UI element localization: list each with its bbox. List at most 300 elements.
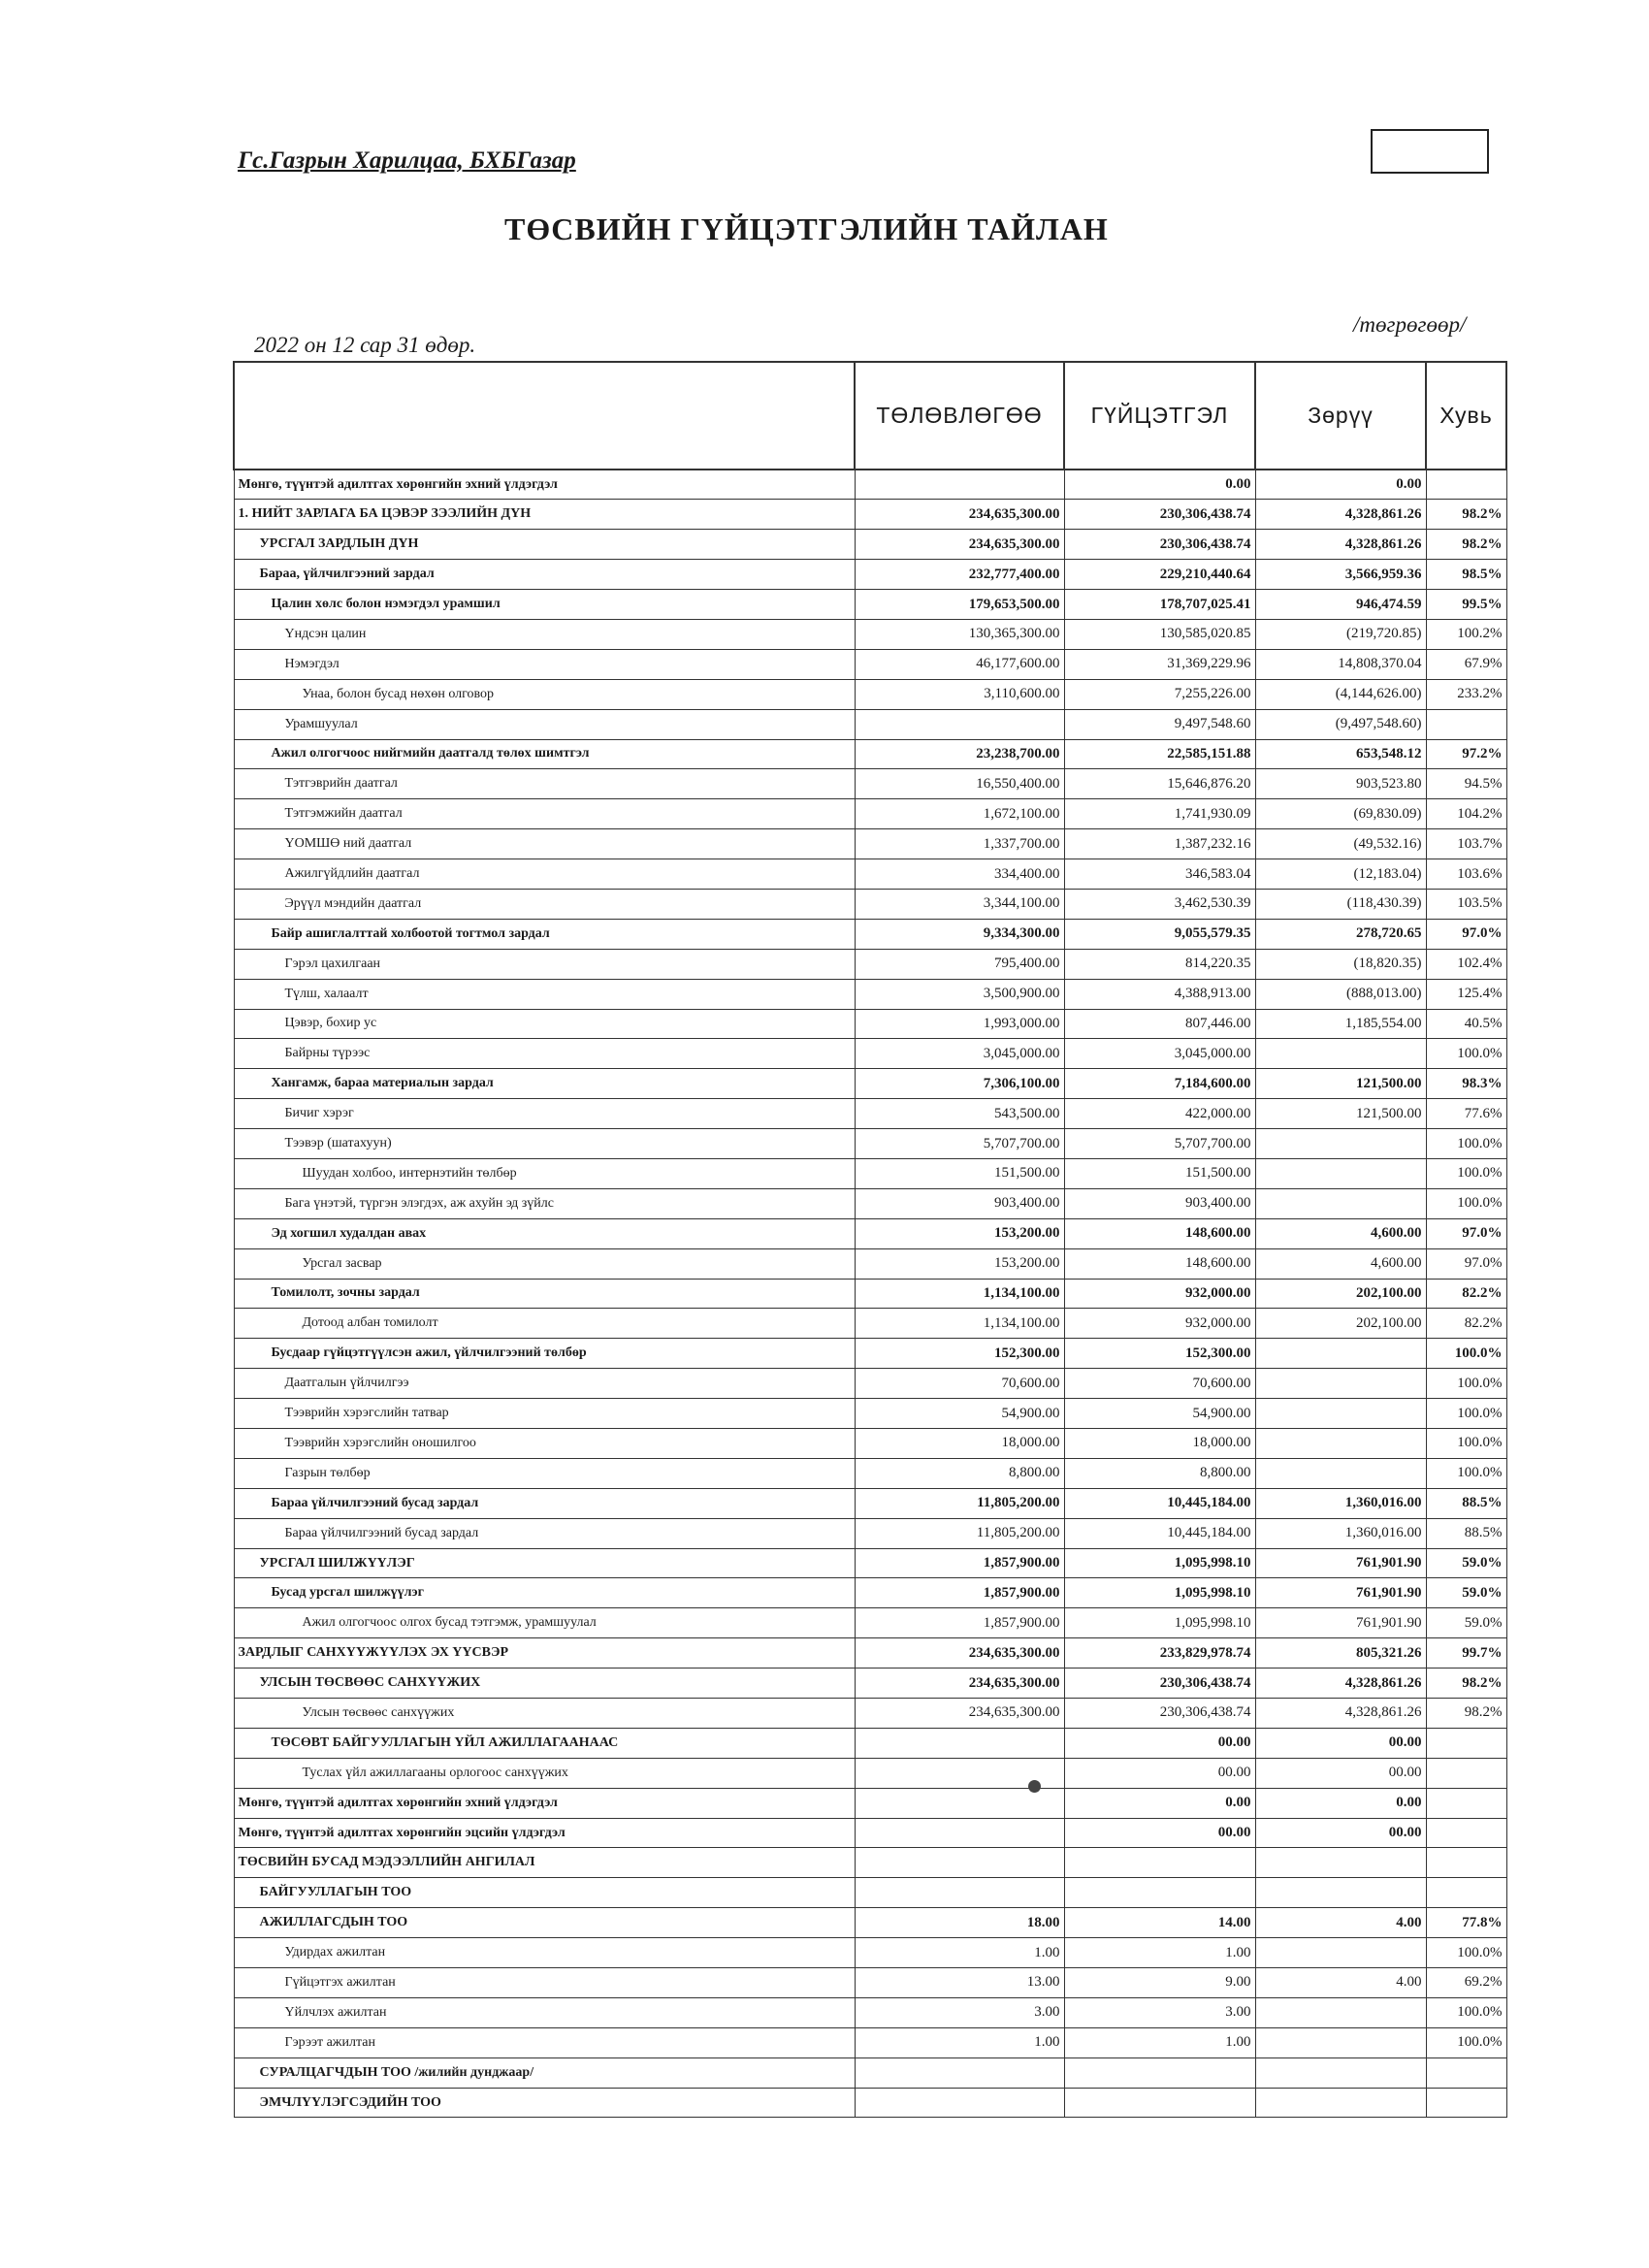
plan-value bbox=[855, 2088, 1064, 2118]
row-label: УРСГАЛ ЗАРДЛЫН ДҮН bbox=[234, 530, 855, 560]
row-label: Тэтгэмжийн даатгал bbox=[234, 799, 855, 829]
row-label: Мөнгө, түүнтэй адилтгах хөрөнгийн эхний үлдэгдэл bbox=[234, 470, 855, 500]
row-label: Гэрэл цахилгаан bbox=[234, 949, 855, 979]
plan-value: 3,344,100.00 bbox=[855, 889, 1064, 919]
plan-value: 334,400.00 bbox=[855, 859, 1064, 890]
row-label: Бараа, үйлчилгээний зардал bbox=[234, 560, 855, 590]
percent-value: 59.0% bbox=[1426, 1548, 1506, 1578]
percent-value: 97.0% bbox=[1426, 919, 1506, 949]
table-row bbox=[234, 769, 1506, 799]
percent-value: 82.2% bbox=[1426, 1309, 1506, 1339]
plan-value bbox=[855, 2057, 1064, 2088]
difference-value bbox=[1255, 1369, 1426, 1399]
percent-value: 88.5% bbox=[1426, 1488, 1506, 1518]
row-label: Ажил олгогчоос нийгмийн даатгалд төлөх шимтгэл bbox=[234, 739, 855, 769]
actual-value: 00.00 bbox=[1064, 1728, 1255, 1758]
row-label: Газрын төлбөр bbox=[234, 1458, 855, 1488]
percent-value: 100.0% bbox=[1426, 2027, 1506, 2057]
plan-value: 7,306,100.00 bbox=[855, 1069, 1064, 1099]
plan-value: 1,134,100.00 bbox=[855, 1279, 1064, 1309]
actual-value: 10,445,184.00 bbox=[1064, 1488, 1255, 1518]
table-row bbox=[234, 829, 1506, 859]
percent-value: 100.0% bbox=[1426, 1458, 1506, 1488]
table-row bbox=[234, 1188, 1506, 1218]
percent-value: 99.5% bbox=[1426, 590, 1506, 620]
difference-value: 761,901.90 bbox=[1255, 1578, 1426, 1608]
actual-value: 18,000.00 bbox=[1064, 1429, 1255, 1459]
difference-value: 4,600.00 bbox=[1255, 1218, 1426, 1248]
actual-value: 3,045,000.00 bbox=[1064, 1039, 1255, 1069]
row-label: Эрүүл мэндийн даатгал bbox=[234, 889, 855, 919]
plan-value bbox=[855, 1848, 1064, 1878]
difference-value: 202,100.00 bbox=[1255, 1279, 1426, 1309]
row-label: Бараа үйлчилгээний бусад зардал bbox=[234, 1518, 855, 1548]
row-label: ТӨСӨВТ БАЙГУУЛЛАГЫН ҮЙЛ АЖИЛЛАГААНААС bbox=[234, 1728, 855, 1758]
actual-value: 15,646,876.20 bbox=[1064, 769, 1255, 799]
difference-value: (69,830.09) bbox=[1255, 799, 1426, 829]
row-label: ҮОМШӨ ний даатгал bbox=[234, 829, 855, 859]
difference-value: (12,183.04) bbox=[1255, 859, 1426, 890]
actual-value: 1,387,232.16 bbox=[1064, 829, 1255, 859]
difference-value bbox=[1255, 1938, 1426, 1968]
difference-value: 653,548.12 bbox=[1255, 739, 1426, 769]
percent-value: 59.0% bbox=[1426, 1608, 1506, 1638]
difference-value bbox=[1255, 1429, 1426, 1459]
row-label: Бичиг хэрэг bbox=[234, 1099, 855, 1129]
actual-value: 8,800.00 bbox=[1064, 1458, 1255, 1488]
difference-value: 761,901.90 bbox=[1255, 1548, 1426, 1578]
table-row bbox=[234, 1818, 1506, 1848]
row-label: УЛСЫН ТӨСВӨӨС САНХҮҮЖИХ bbox=[234, 1669, 855, 1699]
percent-value: 100.0% bbox=[1426, 1938, 1506, 1968]
row-label: Цалин хөлс болон нэмэгдэл урамшил bbox=[234, 590, 855, 620]
percent-value bbox=[1426, 1788, 1506, 1818]
plan-value: 234,635,300.00 bbox=[855, 1638, 1064, 1669]
table-row bbox=[234, 619, 1506, 649]
table-row bbox=[234, 1158, 1506, 1188]
table-row bbox=[234, 1279, 1506, 1309]
header-actual: ГҮЙЦЭТГЭЛ bbox=[1064, 362, 1255, 470]
actual-value: 932,000.00 bbox=[1064, 1309, 1255, 1339]
table-row bbox=[234, 1848, 1506, 1878]
actual-value: 54,900.00 bbox=[1064, 1399, 1255, 1429]
actual-value: 233,829,978.74 bbox=[1064, 1638, 1255, 1669]
row-label: Тээврийн хэрэгслийн оношилгоо bbox=[234, 1429, 855, 1459]
row-label: АЖИЛЛАГСДЫН ТОО bbox=[234, 1908, 855, 1938]
table-row bbox=[234, 649, 1506, 679]
table-row bbox=[234, 1248, 1506, 1279]
percent-value bbox=[1426, 1758, 1506, 1788]
percent-value: 97.2% bbox=[1426, 739, 1506, 769]
row-label: ЗАРДЛЫГ САНХҮҮЖҮҮЛЭХ ЭХ ҮҮСВЭР bbox=[234, 1638, 855, 1669]
difference-value bbox=[1255, 1339, 1426, 1369]
percent-value: 125.4% bbox=[1426, 979, 1506, 1009]
plan-value: 9,334,300.00 bbox=[855, 919, 1064, 949]
percent-value: 100.0% bbox=[1426, 1158, 1506, 1188]
report-title: ТӨСВИЙН ГҮЙЦЭТГЭЛИЙН ТАЙЛАН bbox=[504, 211, 1109, 246]
difference-value: 00.00 bbox=[1255, 1728, 1426, 1758]
table-row bbox=[234, 500, 1506, 530]
table-row bbox=[234, 679, 1506, 709]
row-label: Туслах үйл ажиллагааны орлогоос санхүүжих bbox=[234, 1758, 855, 1788]
difference-value bbox=[1255, 2088, 1426, 2118]
table-row bbox=[234, 1878, 1506, 1908]
table-row bbox=[234, 739, 1506, 769]
row-label: ЭМЧЛҮҮЛЭГСЭДИЙН ТОО bbox=[234, 2088, 855, 2118]
row-label: Урамшуулал bbox=[234, 709, 855, 739]
actual-value: 903,400.00 bbox=[1064, 1188, 1255, 1218]
plan-value: 11,805,200.00 bbox=[855, 1518, 1064, 1548]
currency-unit: /төгрөгөөр/ bbox=[1353, 312, 1467, 337]
actual-value: 152,300.00 bbox=[1064, 1339, 1255, 1369]
row-label: БАЙГУУЛЛАГЫН ТОО bbox=[234, 1878, 855, 1908]
table-row bbox=[234, 1908, 1506, 1938]
plan-value: 795,400.00 bbox=[855, 949, 1064, 979]
actual-value: 00.00 bbox=[1064, 1818, 1255, 1848]
table-row bbox=[234, 1369, 1506, 1399]
percent-value bbox=[1426, 1878, 1506, 1908]
plan-value: 153,200.00 bbox=[855, 1248, 1064, 1279]
difference-value: 4.00 bbox=[1255, 1908, 1426, 1938]
table-row bbox=[234, 1938, 1506, 1968]
plan-value: 11,805,200.00 bbox=[855, 1488, 1064, 1518]
difference-value: (18,820.35) bbox=[1255, 949, 1426, 979]
difference-value: 121,500.00 bbox=[1255, 1069, 1426, 1099]
percent-value: 69.2% bbox=[1426, 1968, 1506, 1998]
percent-value: 103.6% bbox=[1426, 859, 1506, 890]
row-label: Даатгалын үйлчилгээ bbox=[234, 1369, 855, 1399]
actual-value: 229,210,440.64 bbox=[1064, 560, 1255, 590]
table-row bbox=[234, 1309, 1506, 1339]
table-row bbox=[234, 1788, 1506, 1818]
percent-value bbox=[1426, 709, 1506, 739]
table-row bbox=[234, 1518, 1506, 1548]
plan-value: 232,777,400.00 bbox=[855, 560, 1064, 590]
header-plan: ТӨЛӨВЛӨГӨӨ bbox=[855, 362, 1064, 470]
actual-value: 0.00 bbox=[1064, 470, 1255, 500]
plan-value: 3.00 bbox=[855, 1997, 1064, 2027]
table-row bbox=[234, 1997, 1506, 2027]
plan-value: 1,134,100.00 bbox=[855, 1309, 1064, 1339]
table-row bbox=[234, 530, 1506, 560]
table-row bbox=[234, 1758, 1506, 1788]
plan-value: 3,045,000.00 bbox=[855, 1039, 1064, 1069]
difference-value bbox=[1255, 1039, 1426, 1069]
row-label: Шуудан холбоо, интернэтийн төлбөр bbox=[234, 1158, 855, 1188]
actual-value bbox=[1064, 2057, 1255, 2088]
header-difference: Зөрүү bbox=[1255, 362, 1426, 470]
table-row bbox=[234, 1608, 1506, 1638]
row-label: Бусдаар гүйцэтгүүлсэн ажил, үйлчилгээний төлбөр bbox=[234, 1339, 855, 1369]
row-label: Цэвэр, бохир ус bbox=[234, 1009, 855, 1039]
percent-value: 82.2% bbox=[1426, 1279, 1506, 1309]
row-label: Урсгал засвар bbox=[234, 1248, 855, 1279]
actual-value: 230,306,438.74 bbox=[1064, 500, 1255, 530]
row-label: Бараа үйлчилгээний бусад зардал bbox=[234, 1488, 855, 1518]
table-row bbox=[234, 2057, 1506, 2088]
table-row bbox=[234, 859, 1506, 890]
difference-value: 4,600.00 bbox=[1255, 1248, 1426, 1279]
difference-value: 278,720.65 bbox=[1255, 919, 1426, 949]
row-label: Үйлчлэх ажилтан bbox=[234, 1997, 855, 2027]
table-row bbox=[234, 590, 1506, 620]
actual-value: 3,462,530.39 bbox=[1064, 889, 1255, 919]
actual-value: 346,583.04 bbox=[1064, 859, 1255, 890]
table-row bbox=[234, 1009, 1506, 1039]
row-label: 1. НИЙТ ЗАРЛАГА БА ЦЭВЭР ЗЭЭЛИЙН ДҮН bbox=[234, 500, 855, 530]
plan-value: 1,337,700.00 bbox=[855, 829, 1064, 859]
percent-value: 94.5% bbox=[1426, 769, 1506, 799]
difference-value: 903,523.80 bbox=[1255, 769, 1426, 799]
actual-value: 0.00 bbox=[1064, 1788, 1255, 1818]
actual-value: 00.00 bbox=[1064, 1758, 1255, 1788]
plan-value: 5,707,700.00 bbox=[855, 1129, 1064, 1159]
percent-value: 98.2% bbox=[1426, 530, 1506, 560]
actual-value: 9.00 bbox=[1064, 1968, 1255, 1998]
plan-value bbox=[855, 1818, 1064, 1848]
row-label: УРСГАЛ ШИЛЖҮҮЛЭГ bbox=[234, 1548, 855, 1578]
row-label: Байрны түрээс bbox=[234, 1039, 855, 1069]
table-row bbox=[234, 1069, 1506, 1099]
percent-value: 88.5% bbox=[1426, 1518, 1506, 1548]
difference-value bbox=[1255, 1188, 1426, 1218]
plan-value: 1.00 bbox=[855, 1938, 1064, 1968]
actual-value: 7,255,226.00 bbox=[1064, 679, 1255, 709]
stamp-box bbox=[1371, 129, 1489, 174]
table-row bbox=[234, 2027, 1506, 2057]
plan-value: 153,200.00 bbox=[855, 1218, 1064, 1248]
percent-value bbox=[1426, 2057, 1506, 2088]
table-row bbox=[234, 1699, 1506, 1729]
difference-value bbox=[1255, 1997, 1426, 2027]
row-label: Мөнгө, түүнтэй адилтгах хөрөнгийн эхний үлдэгдэл bbox=[234, 1788, 855, 1818]
actual-value bbox=[1064, 1878, 1255, 1908]
row-label: Хангамж, бараа материалын зардал bbox=[234, 1069, 855, 1099]
percent-value: 98.2% bbox=[1426, 500, 1506, 530]
percent-value: 100.0% bbox=[1426, 1399, 1506, 1429]
percent-value: 97.0% bbox=[1426, 1218, 1506, 1248]
plan-value: 16,550,400.00 bbox=[855, 769, 1064, 799]
actual-value: 70,600.00 bbox=[1064, 1369, 1255, 1399]
row-label: Нэмэгдэл bbox=[234, 649, 855, 679]
table-row bbox=[234, 1039, 1506, 1069]
plan-value: 13.00 bbox=[855, 1968, 1064, 1998]
row-label: Бага үнэтэй, түргэн элэгдэх, аж ахуйн эд зүйлс bbox=[234, 1188, 855, 1218]
difference-value: 1,185,554.00 bbox=[1255, 1009, 1426, 1039]
actual-value: 5,707,700.00 bbox=[1064, 1129, 1255, 1159]
table-row bbox=[234, 1669, 1506, 1699]
difference-value: 121,500.00 bbox=[1255, 1099, 1426, 1129]
table-row bbox=[234, 949, 1506, 979]
row-label: Эд хогшил худалдан авах bbox=[234, 1218, 855, 1248]
actual-value: 31,369,229.96 bbox=[1064, 649, 1255, 679]
percent-value: 98.5% bbox=[1426, 560, 1506, 590]
difference-value: 0.00 bbox=[1255, 470, 1426, 500]
plan-value: 130,365,300.00 bbox=[855, 619, 1064, 649]
row-label: Ажил олгогчоос олгох бусад тэтгэмж, урамшуулал bbox=[234, 1608, 855, 1638]
row-label: Тэтгэврийн даатгал bbox=[234, 769, 855, 799]
difference-value: (4,144,626.00) bbox=[1255, 679, 1426, 709]
difference-value: 1,360,016.00 bbox=[1255, 1518, 1426, 1548]
percent-value: 103.5% bbox=[1426, 889, 1506, 919]
row-label: Мөнгө, түүнтэй адилтгах хөрөнгийн эцсийн үлдэгдэл bbox=[234, 1818, 855, 1848]
percent-value: 67.9% bbox=[1426, 649, 1506, 679]
plan-value: 54,900.00 bbox=[855, 1399, 1064, 1429]
difference-value: 761,901.90 bbox=[1255, 1608, 1426, 1638]
actual-value bbox=[1064, 1848, 1255, 1878]
actual-value: 1.00 bbox=[1064, 2027, 1255, 2057]
difference-value: 4,328,861.26 bbox=[1255, 530, 1426, 560]
actual-value: 1,095,998.10 bbox=[1064, 1578, 1255, 1608]
plan-value: 8,800.00 bbox=[855, 1458, 1064, 1488]
plan-value: 1,672,100.00 bbox=[855, 799, 1064, 829]
plan-value: 70,600.00 bbox=[855, 1369, 1064, 1399]
difference-value: (888,013.00) bbox=[1255, 979, 1426, 1009]
table-row bbox=[234, 709, 1506, 739]
row-label: СУРАЛЦАГЧДЫН ТОО /жилийн дунджаар/ bbox=[234, 2057, 855, 2088]
actual-value: 7,184,600.00 bbox=[1064, 1069, 1255, 1099]
difference-value: 0.00 bbox=[1255, 1788, 1426, 1818]
difference-value: (9,497,548.60) bbox=[1255, 709, 1426, 739]
percent-value: 98.2% bbox=[1426, 1669, 1506, 1699]
table-row bbox=[234, 1129, 1506, 1159]
table-body bbox=[234, 470, 1506, 2118]
actual-value: 230,306,438.74 bbox=[1064, 530, 1255, 560]
difference-value: 946,474.59 bbox=[1255, 590, 1426, 620]
actual-value: 230,306,438.74 bbox=[1064, 1669, 1255, 1699]
percent-value: 233.2% bbox=[1426, 679, 1506, 709]
percent-value: 40.5% bbox=[1426, 1009, 1506, 1039]
percent-value: 98.3% bbox=[1426, 1069, 1506, 1099]
table-header-row bbox=[234, 362, 1506, 470]
actual-value: 130,585,020.85 bbox=[1064, 619, 1255, 649]
table-row bbox=[234, 1968, 1506, 1998]
percent-value bbox=[1426, 2088, 1506, 2118]
difference-value bbox=[1255, 2027, 1426, 2057]
row-label: Улсын төсвөөс санхүүжих bbox=[234, 1699, 855, 1729]
actual-value: 1,095,998.10 bbox=[1064, 1608, 1255, 1638]
plan-value: 1,857,900.00 bbox=[855, 1548, 1064, 1578]
row-label: Тээвэр (шатахуун) bbox=[234, 1129, 855, 1159]
table-row bbox=[234, 470, 1506, 500]
header-item bbox=[234, 362, 855, 470]
difference-value: 00.00 bbox=[1255, 1758, 1426, 1788]
plan-value: 543,500.00 bbox=[855, 1099, 1064, 1129]
actual-value: 9,055,579.35 bbox=[1064, 919, 1255, 949]
percent-value bbox=[1426, 470, 1506, 500]
plan-value: 1,993,000.00 bbox=[855, 1009, 1064, 1039]
plan-value: 3,110,600.00 bbox=[855, 679, 1064, 709]
percent-value: 97.0% bbox=[1426, 1248, 1506, 1279]
percent-value: 100.0% bbox=[1426, 1039, 1506, 1069]
table-row bbox=[234, 1488, 1506, 1518]
row-label: ТӨСВИЙН БУСАД МЭДЭЭЛЛИЙН АНГИЛАЛ bbox=[234, 1848, 855, 1878]
plan-value bbox=[855, 1728, 1064, 1758]
difference-value: 4.00 bbox=[1255, 1968, 1426, 1998]
plan-value: 152,300.00 bbox=[855, 1339, 1064, 1369]
actual-value: 4,388,913.00 bbox=[1064, 979, 1255, 1009]
percent-value: 100.0% bbox=[1426, 1129, 1506, 1159]
actual-value: 178,707,025.41 bbox=[1064, 590, 1255, 620]
difference-value: 14,808,370.04 bbox=[1255, 649, 1426, 679]
actual-value: 1.00 bbox=[1064, 1938, 1255, 1968]
actual-value: 1,741,930.09 bbox=[1064, 799, 1255, 829]
row-label: Унаа, болон бусад нөхөн олговор bbox=[234, 679, 855, 709]
row-label: Гүйцэтгэх ажилтан bbox=[234, 1968, 855, 1998]
actual-value: 230,306,438.74 bbox=[1064, 1699, 1255, 1729]
difference-value bbox=[1255, 1878, 1426, 1908]
table-row bbox=[234, 1099, 1506, 1129]
plan-value: 3,500,900.00 bbox=[855, 979, 1064, 1009]
actual-value: 422,000.00 bbox=[1064, 1099, 1255, 1129]
percent-value: 102.4% bbox=[1426, 949, 1506, 979]
plan-value: 1.00 bbox=[855, 2027, 1064, 2057]
plan-value bbox=[855, 1878, 1064, 1908]
percent-value: 100.0% bbox=[1426, 1339, 1506, 1369]
table-row bbox=[234, 979, 1506, 1009]
table-row bbox=[234, 1548, 1506, 1578]
difference-value: 4,328,861.26 bbox=[1255, 500, 1426, 530]
difference-value bbox=[1255, 1848, 1426, 1878]
percent-value: 98.2% bbox=[1426, 1699, 1506, 1729]
ink-spot bbox=[1028, 1780, 1041, 1793]
actual-value: 932,000.00 bbox=[1064, 1279, 1255, 1309]
difference-value: (49,532.16) bbox=[1255, 829, 1426, 859]
table-row bbox=[234, 2088, 1506, 2118]
actual-value bbox=[1064, 2088, 1255, 2118]
difference-value bbox=[1255, 1158, 1426, 1188]
table-row bbox=[234, 1399, 1506, 1429]
row-label: Гэрээт ажилтан bbox=[234, 2027, 855, 2057]
difference-value: 4,328,861.26 bbox=[1255, 1699, 1426, 1729]
table-row bbox=[234, 1458, 1506, 1488]
row-label: Түлш, халаалт bbox=[234, 979, 855, 1009]
difference-value: 202,100.00 bbox=[1255, 1309, 1426, 1339]
plan-value: 234,635,300.00 bbox=[855, 500, 1064, 530]
table-row bbox=[234, 1578, 1506, 1608]
plan-value: 234,635,300.00 bbox=[855, 1699, 1064, 1729]
plan-value: 18,000.00 bbox=[855, 1429, 1064, 1459]
table-row bbox=[234, 1218, 1506, 1248]
actual-value: 148,600.00 bbox=[1064, 1218, 1255, 1248]
row-label: Дотоод албан томилолт bbox=[234, 1309, 855, 1339]
actual-value: 3.00 bbox=[1064, 1997, 1255, 2027]
plan-value: 1,857,900.00 bbox=[855, 1608, 1064, 1638]
plan-value: 903,400.00 bbox=[855, 1188, 1064, 1218]
percent-value: 100.0% bbox=[1426, 1369, 1506, 1399]
plan-value: 151,500.00 bbox=[855, 1158, 1064, 1188]
difference-value: 1,360,016.00 bbox=[1255, 1488, 1426, 1518]
row-label: Удирдах ажилтан bbox=[234, 1938, 855, 1968]
difference-value: 00.00 bbox=[1255, 1818, 1426, 1848]
table-row bbox=[234, 560, 1506, 590]
actual-value: 22,585,151.88 bbox=[1064, 739, 1255, 769]
row-label: Томилолт, зочны зардал bbox=[234, 1279, 855, 1309]
table-row bbox=[234, 799, 1506, 829]
percent-value: 100.0% bbox=[1426, 1997, 1506, 2027]
difference-value bbox=[1255, 2057, 1426, 2088]
table-row bbox=[234, 919, 1506, 949]
row-label: Ажилгүйдлийн даатгал bbox=[234, 859, 855, 890]
plan-value: 46,177,600.00 bbox=[855, 649, 1064, 679]
plan-value: 179,653,500.00 bbox=[855, 590, 1064, 620]
header-percent: Хувь bbox=[1426, 362, 1506, 470]
percent-value bbox=[1426, 1818, 1506, 1848]
percent-value: 104.2% bbox=[1426, 799, 1506, 829]
percent-value: 77.8% bbox=[1426, 1908, 1506, 1938]
budget-report-table bbox=[233, 361, 1507, 2118]
actual-value: 1,095,998.10 bbox=[1064, 1548, 1255, 1578]
